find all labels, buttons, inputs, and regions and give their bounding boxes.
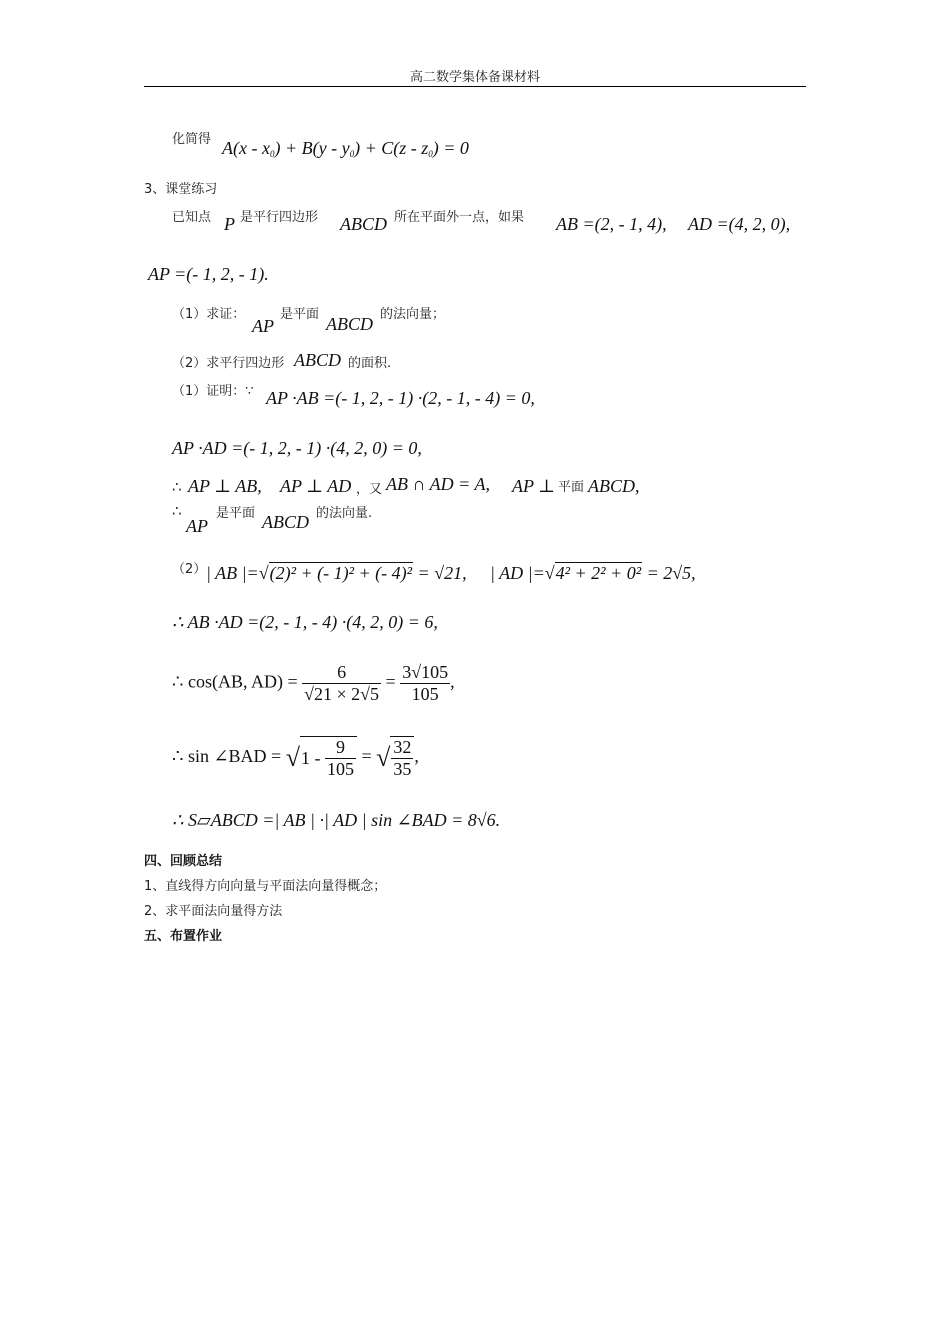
question-2-abcd: ABCD — [294, 350, 341, 370]
dot-product-ap-ab-text: AP ·AB =(- 1, 2, - 1) ·(2, - 1, - 4) = 0 — [266, 388, 531, 408]
therefore-symbol-2: ∴ — [172, 502, 182, 520]
magnitude-ab: | AB |=√(2)² + (- 1)² + (- 4)² = √21, — [206, 563, 467, 583]
sine-result-fraction — [391, 737, 413, 780]
problem-text-2: 是平行四边形 — [240, 210, 319, 225]
and-text: ，又 — [356, 482, 383, 497]
dot-product-ab-ad-text: ∴ AB ·AD =(2, - 1, - 4) ·(4, 2, 0) = 6 — [172, 612, 434, 632]
vector-ad-given: AD =(4, 2, 0), — [688, 214, 791, 234]
magnitude-ad-result: = 2√5 — [646, 563, 692, 583]
sine-den: 105 — [326, 759, 354, 779]
magnitude-ad-lhs: | AD |= — [490, 563, 545, 583]
vector-ab-given-text: AB =(2, - 1, 4) — [556, 214, 663, 234]
perp-ap-ab: AP ⊥ AB, — [188, 476, 262, 496]
perp-ap-ab-text: AP ⊥ AB — [188, 476, 258, 496]
summary-item-2: 2、求平面法向量得方法 — [144, 904, 283, 919]
point-p: P — [224, 214, 235, 234]
question-1-label: （1）求证： — [172, 307, 246, 322]
problem-text-1: 已知点 — [172, 210, 212, 225]
dot-product-ab-ad: ∴ AB ·AD =(2, - 1, - 4) ·(4, 2, 0) = 6, — [172, 612, 438, 632]
cosine-num-2: 3√105 — [402, 662, 449, 682]
magnitude-ab-result: = √21 — [417, 563, 463, 583]
part-2-label: （2） — [172, 562, 207, 577]
magnitude-ab-lhs: | AB |= — [206, 563, 259, 583]
question-1-text: 是平面 — [280, 307, 320, 322]
area-formula-text: ∴ S▱ABCD =| AB | ·| AD | sin ∠BAD = 8√6 — [172, 810, 496, 830]
page-header-title: 高二数学集体备课材料 — [409, 70, 540, 85]
perp-ap-ad: AP ⊥ AD — [280, 476, 352, 496]
cosine-fraction-2 — [400, 662, 450, 705]
plane-abcd-text: ABCD — [588, 476, 635, 496]
magnitude-ad-radicand: 4² + 2² + 0² — [555, 563, 642, 583]
proof-1-label: （1）证明：∵ — [172, 384, 254, 399]
sine-result-den: 35 — [393, 759, 412, 779]
magnitude-ab-radicand: (2)² + (- 1)² + (- 4)² — [269, 563, 413, 583]
cosine-den-2: 105 — [400, 683, 450, 705]
plane-text: 平面 — [558, 480, 585, 495]
vector-ap-given-text: AP =(- 1, 2, - 1) — [148, 264, 265, 284]
simplify-label: 化简得 — [172, 132, 212, 147]
cosine-lhs: ∴ cos(AB, AD) = — [172, 671, 298, 692]
question-1-abcd: ABCD — [326, 314, 373, 334]
sine-one-minus: 1 - — [300, 748, 321, 768]
question-2-end: 的面积. — [348, 356, 392, 371]
perp-ap-plane: AP ⊥ — [512, 476, 556, 496]
summary-item-1: 1、直线得方向向量与平面法向量得概念； — [144, 879, 387, 894]
plane-abcd: ABCD, — [588, 476, 640, 496]
therefore-symbol-1: ∴ — [172, 478, 182, 496]
plane-equation: $A(x - x_0) + B(y - y_0) + C(z - z_0) = 0$ — [222, 138, 469, 159]
conclusion-ap: AP — [186, 516, 208, 536]
conclusion-end: 的法向量. — [316, 506, 373, 521]
dot-product-ap-ab: AP ·AB =(- 1, 2, - 1) ·(2, - 1, - 4) = 0, — [266, 388, 535, 408]
conclusion-text: 是平面 — [216, 506, 256, 521]
cosine-formula: ∴ cos(AB, AD) = $\frac{6}{√21 \times 2√5}$ = $\frac{3√105}{105}$ , — [172, 662, 455, 704]
intersection-ab-ad-text: AB ∩ AD = A — [386, 474, 486, 494]
dot-product-ap-ad: AP ·AD =(- 1, 2, - 1) ·(4, 2, 0) = 0, — [172, 438, 422, 458]
question-2-label: （2）求平行四边形 — [172, 356, 285, 371]
sine-result-num: 32 — [393, 737, 412, 757]
area-formula: ∴ S▱ABCD =| AB | ·| AD | sin ∠BAD = 8√6. — [172, 810, 501, 830]
section-3-heading: 3、课堂练习 — [144, 182, 218, 197]
sine-lhs: ∴ sin ∠BAD = — [172, 746, 282, 767]
vector-ab-given: AB =(2, - 1, 4), — [556, 214, 667, 234]
question-1-end: 的法向量； — [380, 307, 446, 322]
section-4-heading: 四、回顾总结 — [144, 854, 223, 869]
question-1-ap: AP — [252, 316, 274, 336]
vector-ap-given: AP =(- 1, 2, - 1). — [148, 264, 269, 284]
vector-ad-given-text: AD =(4, 2, 0) — [688, 214, 786, 234]
cosine-den-1: √21 × 2√5 — [304, 684, 380, 704]
conclusion-abcd: ABCD — [262, 512, 309, 532]
quad-abcd: ABCD — [340, 214, 387, 234]
magnitude-ad: | AD |=√4² + 2² + 0² = 2√5, — [490, 563, 696, 583]
section-5-heading: 五、布置作业 — [144, 929, 223, 944]
problem-text-3: 所在平面外一点，如果 — [394, 210, 525, 225]
sine-num: 9 — [335, 737, 345, 757]
sine-fraction — [325, 737, 356, 780]
cosine-num-1: 6 — [337, 662, 347, 682]
dot-product-ap-ad-text: AP ·AD =(- 1, 2, - 1) ·(4, 2, 0) = 0 — [172, 438, 418, 458]
intersection-ab-ad: AB ∩ AD = A, — [386, 474, 490, 494]
sine-formula: ∴ sin ∠BAD = √1 - $\frac{9}{105}$ = √ $\frac{32}{35}$ , — [172, 737, 419, 779]
cosine-fraction-1 — [302, 662, 381, 705]
header-rule — [144, 86, 806, 87]
